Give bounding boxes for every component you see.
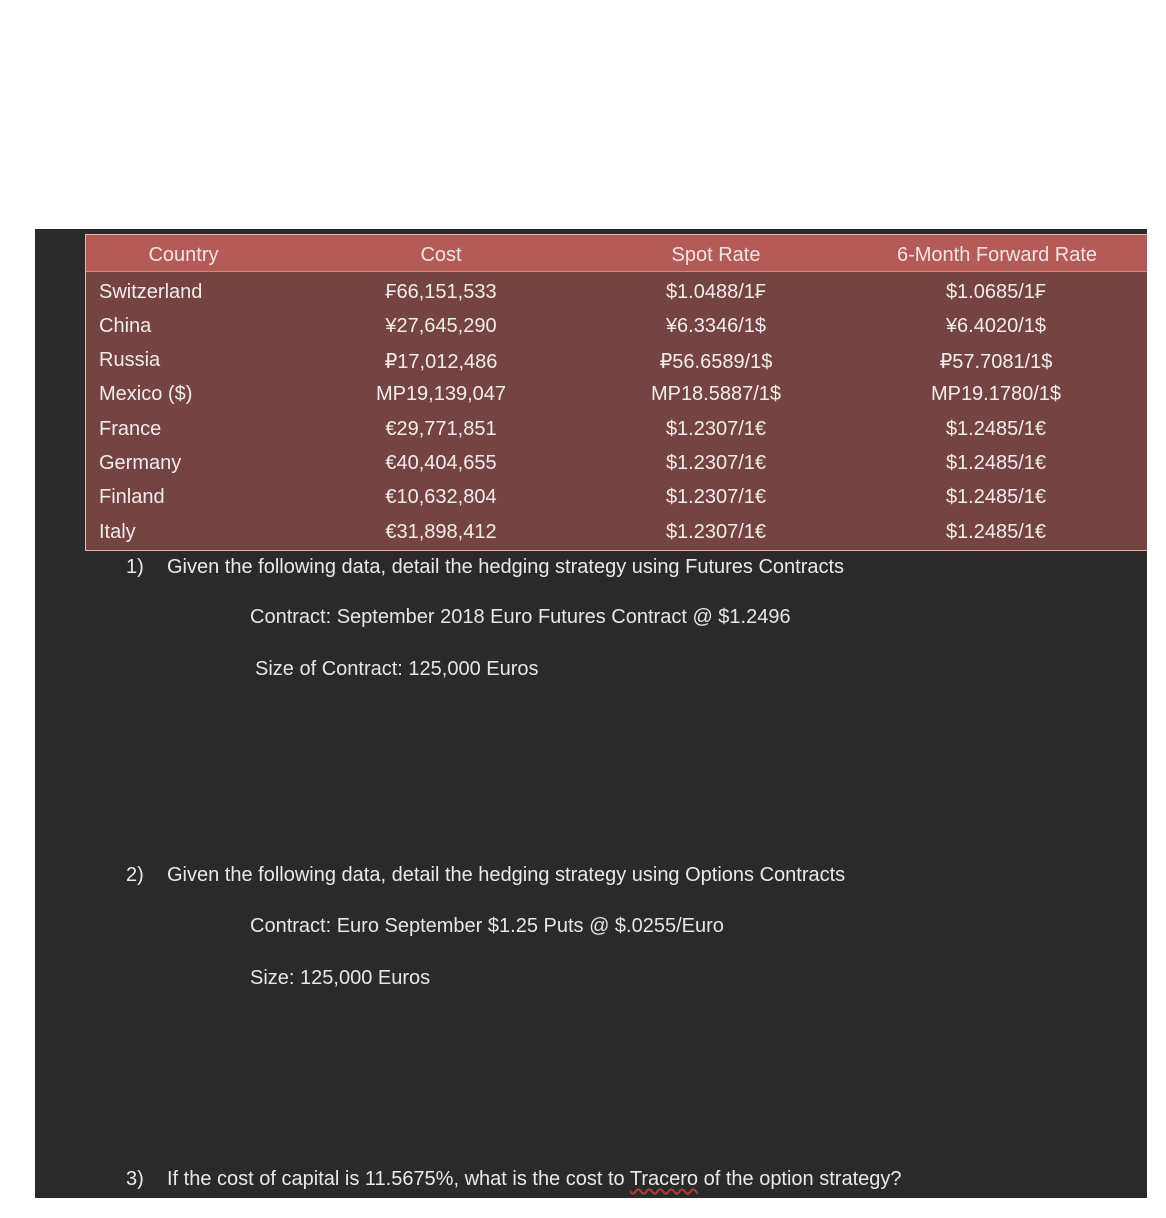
- cell-forward-rate: ¥6.4020/1$: [945, 315, 1047, 337]
- cell-country: Russia: [99, 349, 161, 371]
- header-cost: Cost: [420, 244, 462, 266]
- cell-spot-rate: ₽56.6589/1$: [659, 351, 773, 373]
- cell-country: Finland: [99, 486, 165, 508]
- question-1-number: 1): [126, 556, 144, 578]
- question-3-number: 3): [126, 1168, 144, 1190]
- table-row: [86, 414, 1147, 448]
- table-row: [86, 517, 1147, 551]
- cell-spot-rate: ¥6.3346/1$: [665, 315, 767, 337]
- cell-country: Germany: [99, 452, 182, 474]
- cell-country: China: [99, 315, 152, 337]
- question-1-contract: Contract: September 2018 Euro Futures Contract @ $1.2496: [250, 606, 791, 628]
- question-2-size: Size: 125,000 Euros: [250, 967, 431, 989]
- spellcheck-word-tracero[interactable]: Tracero: [629, 1168, 699, 1190]
- cell-cost: ₽17,012,486: [384, 351, 498, 373]
- cell-forward-rate: $1.2485/1€: [945, 486, 1047, 508]
- table-row: [86, 448, 1147, 482]
- cell-spot-rate: MP18.5887/1$: [650, 383, 782, 405]
- cell-spot-rate: $1.2307/1€: [665, 486, 767, 508]
- table-row: [86, 311, 1147, 345]
- cell-spot-rate: $1.2307/1€: [665, 418, 767, 440]
- cell-forward-rate: $1.0685/1₣: [945, 281, 1047, 303]
- table-row: [86, 379, 1147, 413]
- currency-table: [85, 234, 1147, 551]
- cell-country: France: [99, 418, 162, 440]
- cell-forward-rate: $1.2485/1€: [945, 452, 1047, 474]
- cell-cost: ¥27,645,290: [385, 315, 497, 337]
- cell-forward-rate: $1.2485/1€: [945, 418, 1047, 440]
- cell-spot-rate: $1.0488/1₣: [665, 281, 767, 303]
- cell-spot-rate: $1.2307/1€: [665, 452, 767, 474]
- table-row: [86, 277, 1147, 311]
- question-3-text-after: of the option strategy?: [703, 1168, 902, 1190]
- cell-country: Italy: [99, 521, 136, 543]
- cell-spot-rate: $1.2307/1€: [665, 521, 767, 543]
- cell-cost: €10,632,804: [385, 486, 497, 508]
- cell-forward-rate: ₽57.7081/1$: [939, 351, 1053, 373]
- cell-cost: ₣66,151,533: [385, 281, 497, 303]
- cell-cost: MP19,139,047: [375, 383, 507, 405]
- cell-cost: €31,898,412: [385, 521, 497, 543]
- cell-country: Mexico ($): [99, 383, 193, 405]
- table-header-row: [86, 235, 1147, 272]
- header-spot-rate: Spot Rate: [671, 244, 761, 266]
- question-1-text: Given the following data, detail the hedging strategy using Futures Contracts: [167, 556, 845, 578]
- cell-country: Switzerland: [99, 281, 203, 303]
- question-2-number: 2): [126, 864, 144, 886]
- cell-forward-rate: $1.2485/1€: [945, 521, 1047, 543]
- cell-cost: €29,771,851: [385, 418, 497, 440]
- question-2-contract: Contract: Euro September $1.25 Puts @ $.0255/Euro: [250, 915, 724, 937]
- header-country: Country: [148, 244, 219, 266]
- question-3-text: [167, 1168, 902, 1191]
- table-row: [86, 482, 1147, 516]
- table-row: [86, 345, 1147, 379]
- cell-forward-rate: MP19.1780/1$: [930, 383, 1062, 405]
- question-3-text-before: If the cost of capital is 11.5675%, what is the cost to: [167, 1168, 625, 1190]
- question-1-size: Size of Contract: 125,000 Euros: [255, 658, 539, 680]
- cell-cost: €40,404,655: [385, 452, 497, 474]
- header-forward-rate: 6-Month Forward Rate: [896, 244, 1098, 266]
- question-2-text: Given the following data, detail the hedging strategy using Options Contracts: [167, 864, 846, 886]
